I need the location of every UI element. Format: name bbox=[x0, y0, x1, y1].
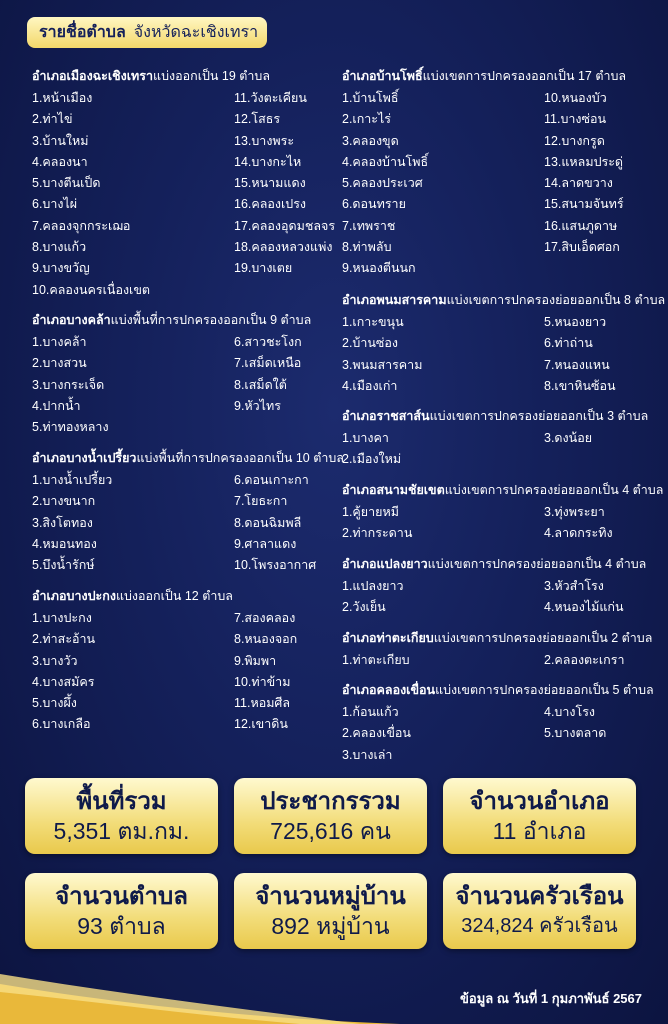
subdistrict-item: 3.หัวสำโรง bbox=[544, 579, 604, 593]
subdistrict-item: 2.คลองเขื่อน bbox=[342, 726, 411, 741]
subdistrict-item: 11.หอมศีล bbox=[234, 696, 291, 711]
subdistrict-item: 11.บางซ่อน bbox=[544, 112, 607, 127]
district-group-right-5 bbox=[342, 630, 652, 671]
subdistrict-item: 5.คลองประเวศ bbox=[342, 176, 423, 191]
stat-label: จำนวนครัวเรือน bbox=[455, 883, 624, 910]
subdistrict-list bbox=[342, 312, 665, 397]
subdistrict-item: 4.คลองนา bbox=[32, 154, 88, 169]
stat-card-population bbox=[234, 778, 427, 854]
subdistrict-item: 4.ลาดกระทิง bbox=[544, 526, 613, 541]
subdistrict-item: 11.วังตะเคียน bbox=[234, 91, 307, 105]
subdistrict-item: 7.คลองจุกกระเฌอ bbox=[32, 218, 131, 233]
subdistrict-item: 2.ท่าสะอ้าน bbox=[32, 632, 96, 647]
district-heading: อำเภอเมืองฉะเชิงเทราแบ่งออกเป็น 19 ตำบล bbox=[32, 69, 271, 83]
subdistrict-item: 4.เมืองเก่า bbox=[342, 378, 398, 393]
subdistrict-item: 5.บางผึ้ง bbox=[32, 696, 77, 711]
subdistrict-item: 1.ท่าตะเกียบ bbox=[342, 653, 410, 667]
subdistrict-list bbox=[342, 428, 648, 471]
subdistrict-item: 10.ท่าข้าม bbox=[234, 674, 291, 689]
subdistrict-item: 9.หนองตีนนก bbox=[342, 261, 416, 276]
subdistrict-item: 4.บางโรง bbox=[544, 705, 596, 719]
subdistrict-item: 1.ก้อนแก้ว bbox=[342, 705, 399, 719]
subdistrict-item: 2.เมืองใหม่ bbox=[342, 452, 402, 467]
subdistrict-item: 12.บางกรูด bbox=[544, 133, 605, 148]
stat-label: ประชากรรวม bbox=[260, 788, 401, 815]
subdistrict-item: 15.สนามจันทร์ bbox=[544, 197, 624, 212]
subdistrict-item: 1.เกาะขนุน bbox=[342, 315, 404, 329]
subdistrict-item: 14.บางกะไห bbox=[234, 154, 302, 169]
subdistrict-list bbox=[32, 608, 297, 736]
subdistrict-item: 6.สาวชะโงก bbox=[234, 335, 302, 349]
subdistrict-item: 3.บางกระเจ็ด bbox=[32, 377, 105, 392]
stat-value: 93 ตำบล bbox=[77, 913, 166, 939]
stat-value: 324,824 ครัวเรือน bbox=[461, 915, 618, 937]
subdistrict-item: 3.สิงโตทอง bbox=[32, 515, 93, 530]
subdistrict-item: 17.คลองอุดมชลจร bbox=[234, 218, 336, 233]
subdistrict-item: 1.หน้าเมือง bbox=[32, 91, 93, 105]
stat-value: 725,616 คน bbox=[270, 818, 391, 844]
stat-card-subdistricts bbox=[25, 873, 218, 949]
subdistrict-item: 13.บางพระ bbox=[234, 133, 295, 148]
data-date-footnote: ข้อมูล ณ วันที่ 1 กุมภาพันธ์ 2567 bbox=[460, 991, 642, 1006]
subdistrict-item: 10.หนองบัว bbox=[544, 91, 607, 105]
district-heading: อำเภอบางปะกงแบ่งออกเป็น 12 ตำบล bbox=[32, 589, 233, 603]
subdistrict-item: 17.สิบเอ็ดศอก bbox=[544, 240, 620, 255]
subdistrict-item: 2.บางขนาก bbox=[32, 494, 96, 509]
district-heading: อำเภอพนมสารคามแบ่งเขตการปกครองย่อยออกเป็น 8 ตำบล bbox=[342, 293, 666, 307]
subdistrict-item: 15.หนามแดง bbox=[234, 176, 306, 191]
subdistrict-item: 3.บ้านใหม่ bbox=[32, 133, 89, 148]
district-heading: อำเภอสนามชัยเขตแบ่งเขตการปกครองย่อยออกเป็น 4 ตำบล bbox=[342, 483, 664, 497]
subdistrict-item: 19.บางเตย bbox=[234, 261, 293, 276]
district-group-right-0 bbox=[342, 68, 626, 280]
subdistrict-item: 1.บ้านโพธิ์ bbox=[342, 91, 399, 105]
district-group-right-1 bbox=[342, 292, 665, 397]
subdistrict-item: 9.ศาลาแดง bbox=[234, 536, 297, 551]
subdistrict-item: 6.ดอนเกาะกา bbox=[234, 473, 309, 487]
subdistrict-item: 1.บางน้ำเปรี้ยว bbox=[32, 473, 113, 487]
subdistrict-item: 2.ท่ากระดาน bbox=[342, 526, 413, 541]
stat-value: 892 หมู่บ้าน bbox=[271, 913, 390, 939]
title-bold: รายชื่อตำบล bbox=[39, 24, 126, 41]
subdistrict-item: 5.ท่าทองหลาง bbox=[32, 420, 109, 435]
subdistrict-item: 2.บ้านซ่อง bbox=[342, 336, 399, 351]
subdistrict-item: 5.หนองยาว bbox=[544, 315, 607, 329]
subdistrict-item: 3.บางวัว bbox=[32, 653, 78, 668]
subdistrict-item: 1.แปลงยาว bbox=[342, 579, 404, 593]
district-group-right-6 bbox=[342, 682, 654, 766]
district-group-right-3 bbox=[342, 482, 663, 545]
subdistrict-item: 1.คู้ยายหมี bbox=[342, 505, 399, 519]
district-heading: อำเภอท่าตะเกียบแบ่งเขตการปกครองย่อยออกเป็น 2 ตำบล bbox=[342, 631, 653, 645]
subdistrict-item: 6.บางไผ่ bbox=[32, 197, 78, 212]
district-group-left-3 bbox=[32, 588, 297, 736]
subdistrict-item: 4.หนองไม้แก่น bbox=[544, 600, 624, 615]
subdistrict-item: 8.บางแก้ว bbox=[32, 240, 87, 255]
subdistrict-item: 2.บางสวน bbox=[32, 356, 87, 371]
subdistrict-item: 10.โพรงอากาศ bbox=[234, 558, 317, 573]
subdistrict-list bbox=[342, 88, 626, 280]
stat-card-households bbox=[443, 873, 636, 949]
district-heading: อำเภอคลองเขื่อนแบ่งเขตการปกครองย่อยออกเป็น 5 ตำบล bbox=[342, 683, 654, 697]
subdistrict-item: 8.ดอนฉิมพลี bbox=[234, 515, 302, 530]
subdistrict-list bbox=[342, 576, 646, 619]
district-heading: อำเภอราชสาส์นแบ่งเขตการปกครองย่อยออกเป็น 3 ตำบล bbox=[342, 409, 649, 423]
district-group-right-2 bbox=[342, 408, 648, 471]
subdistrict-list bbox=[32, 470, 344, 576]
stat-label: จำนวนหมู่บ้าน bbox=[255, 883, 406, 910]
stat-label: จำนวนอำเภอ bbox=[469, 788, 610, 815]
subdistrict-list bbox=[342, 702, 654, 766]
subdistrict-item: 12.โสธร bbox=[234, 112, 281, 127]
subdistrict-item: 5.บางตลาด bbox=[544, 726, 607, 741]
subdistrict-list bbox=[342, 502, 663, 545]
subdistrict-item: 5.บึงน้ำรักษ์ bbox=[32, 558, 95, 573]
district-heading: อำเภอแปลงยาวแบ่งเขตการปกครองย่อยออกเป็น 4 ตำบล bbox=[342, 557, 647, 571]
subdistrict-item: 7.เทพราช bbox=[342, 218, 396, 233]
subdistrict-item: 3.ดงน้อย bbox=[544, 431, 593, 445]
subdistrict-item: 6.ท่าถ่าน bbox=[544, 336, 593, 351]
district-heading: อำเภอบางคล้าแบ่งพื้นที่การปกครองออกเป็น 9 ตำบล bbox=[32, 313, 312, 327]
district-heading: อำเภอบ้านโพธิ์แบ่งเขตการปกครองออกเป็น 17 ตำบล bbox=[342, 69, 627, 83]
subdistrict-item: 3.พนมสารคาม bbox=[342, 357, 423, 372]
subdistrict-item: 4.หมอนทอง bbox=[32, 536, 97, 551]
subdistrict-item: 3.บางเล่า bbox=[342, 747, 393, 762]
subdistrict-item: 9.บางขวัญ bbox=[32, 261, 90, 276]
district-group-left-0 bbox=[32, 68, 335, 301]
subdistrict-item: 7.เสม็ดเหนือ bbox=[234, 356, 302, 371]
subdistrict-item: 16.คลองเปรง bbox=[234, 197, 307, 212]
subdistrict-item: 6.ดอนทราย bbox=[342, 197, 406, 212]
stat-value: 5,351 ตม.กม. bbox=[53, 818, 190, 844]
subdistrict-item: 12.เขาดิน bbox=[234, 717, 288, 732]
subdistrict-item: 16.แสนภูดาษ bbox=[544, 218, 618, 233]
subdistrict-list bbox=[32, 332, 311, 438]
subdistrict-list bbox=[342, 650, 652, 671]
subdistrict-item: 6.บางเกลือ bbox=[32, 717, 91, 732]
subdistrict-list bbox=[32, 88, 335, 301]
district-heading: อำเภอบางน้ำเปรี้ยวแบ่งพื้นที่การปกครองออกเป็น 10 ตำบล bbox=[32, 451, 344, 465]
subdistrict-item: 8.เสม็ดใต้ bbox=[234, 377, 287, 392]
subdistrict-item: 7.หนองแหน bbox=[544, 357, 610, 372]
subdistrict-item: 7.สองคลอง bbox=[234, 611, 296, 625]
stat-card-area bbox=[25, 778, 218, 854]
subdistrict-item: 18.คลองหลวงแพ่ง bbox=[234, 240, 333, 255]
gold-swoosh-decoration bbox=[0, 944, 400, 1024]
subdistrict-item: 10.คลองนครเนื่องเขต bbox=[32, 282, 150, 297]
subdistrict-item: 2.ท่าไข่ bbox=[32, 112, 73, 127]
subdistrict-item: 1.บางปะกง bbox=[32, 611, 92, 625]
subdistrict-item: 8.หนองจอก bbox=[234, 632, 298, 647]
subdistrict-item: 2.คลองตะเกรา bbox=[544, 653, 625, 667]
subdistrict-item: 2.เกาะไร่ bbox=[342, 112, 391, 127]
subdistrict-item: 7.โยธะกา bbox=[234, 494, 288, 509]
district-group-right-4 bbox=[342, 556, 646, 619]
stat-label: พื้นที่รวม bbox=[76, 788, 167, 815]
stat-card-districts bbox=[443, 778, 636, 854]
subdistrict-item: 2.วังเย็น bbox=[342, 600, 386, 615]
district-group-left-1 bbox=[32, 312, 311, 438]
subdistrict-item: 3.คลองขุด bbox=[342, 133, 399, 148]
title-badge bbox=[27, 17, 267, 48]
subdistrict-item: 5.บางตีนเป็ด bbox=[32, 176, 101, 191]
subdistrict-item: 9.หัวไทร bbox=[234, 398, 281, 413]
subdistrict-item: 1.บางคา bbox=[342, 431, 389, 445]
subdistrict-item: 14.ลาดขวาง bbox=[544, 176, 613, 191]
subdistrict-item: 4.คลองบ้านโพธิ์ bbox=[342, 154, 429, 169]
subdistrict-item: 13.แหลมประดู่ bbox=[544, 154, 624, 169]
subdistrict-item: 8.เขาหินซ้อน bbox=[544, 378, 616, 393]
stat-value: 11 อำเภอ bbox=[492, 818, 587, 844]
subdistrict-item: 4.ปากน้ำ bbox=[32, 398, 81, 413]
stat-label: จำนวนตำบล bbox=[55, 883, 188, 910]
stat-card-villages bbox=[234, 873, 427, 949]
subdistrict-item: 9.พิมพา bbox=[234, 653, 277, 668]
title-province: จังหวัดฉะเชิงเทรา bbox=[133, 24, 259, 41]
subdistrict-item: 4.บางสมัคร bbox=[32, 674, 95, 689]
subdistrict-item: 3.ทุ่งพระยา bbox=[544, 505, 605, 519]
district-group-left-2 bbox=[32, 450, 344, 576]
subdistrict-item: 8.ท่าพลับ bbox=[342, 240, 392, 255]
subdistrict-item: 1.บางคล้า bbox=[32, 335, 87, 349]
